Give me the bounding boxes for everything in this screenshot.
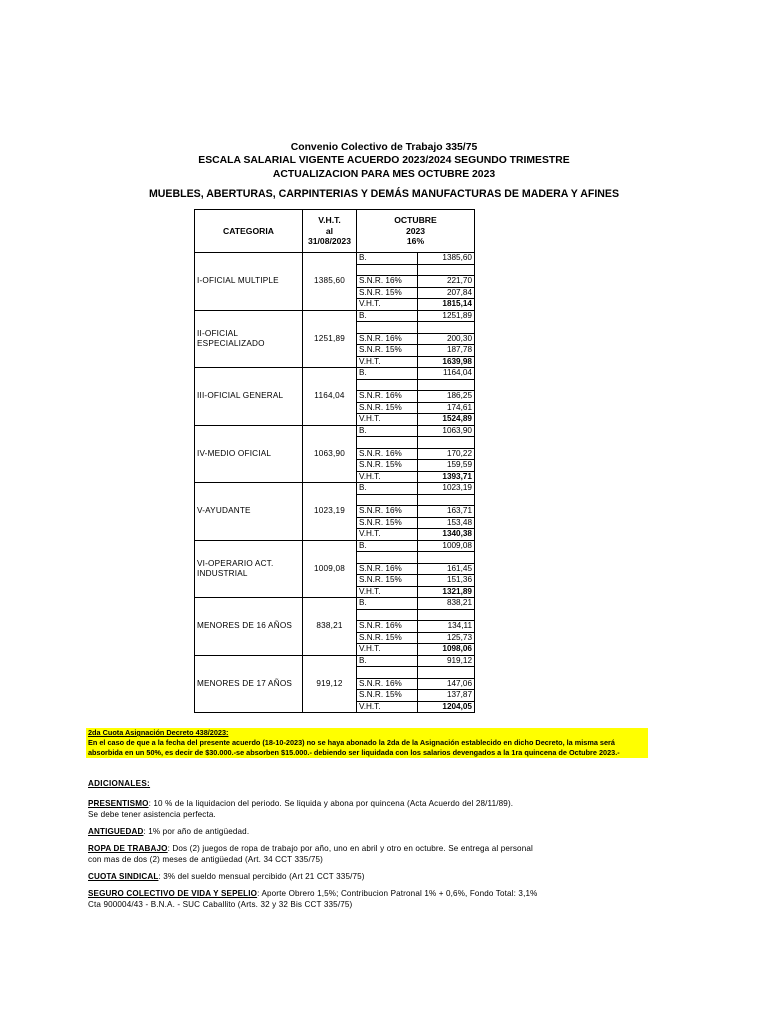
concept-label: S.N.R. 16%: [357, 678, 418, 690]
adicional-text-continued: Cta 900004/43 - B.N.A. - SUC Caballito (Arts. 32 y 32 Bis CCT 335/75): [88, 900, 353, 909]
concept-label: B.: [357, 310, 418, 322]
header-line-3: ACTUALIZACION PARA MES OCTUBRE 2023: [272, 168, 496, 180]
concept-value: 186,25: [418, 391, 475, 403]
category-cell: III-OFICIAL GENERAL: [195, 368, 303, 426]
concept-value: [418, 379, 475, 391]
col-header-categoria: CATEGORIA: [195, 210, 303, 253]
concept-label: V.H.T.: [357, 471, 418, 483]
concept-value: [418, 437, 475, 449]
concept-label: S.N.R. 15%: [357, 460, 418, 472]
concept-label: S.N.R. 15%: [357, 345, 418, 357]
adicional-heading: ROPA DE TRABAJO: [88, 844, 168, 853]
table-row: [195, 655, 475, 667]
vht-previous-cell: 919,12: [303, 655, 357, 713]
concept-label: B.: [357, 655, 418, 667]
decree-notice: [86, 728, 648, 758]
table-row: [195, 253, 475, 265]
salary-scale-table: [194, 209, 475, 713]
concept-label: S.N.R. 15%: [357, 287, 418, 299]
concept-label: B.: [357, 425, 418, 437]
concept-label: S.N.R. 16%: [357, 563, 418, 575]
concept-value: 1009,08: [418, 540, 475, 552]
adicional-text: : 10 % de la liquidacion del periodo. Se liquida y abona por quincena (Acta Acuerdo del 28/11/89).: [148, 799, 514, 808]
concept-label: [357, 494, 418, 506]
adicional-item: [88, 826, 648, 837]
concept-value: 187,78: [418, 345, 475, 357]
concept-label: S.N.R. 16%: [357, 276, 418, 288]
table-row: [195, 483, 475, 495]
adicional-heading: ANTIGUEDAD: [88, 827, 144, 836]
category-cell: VI-OPERARIO ACT. INDUSTRIAL: [195, 540, 303, 598]
adicional-text: : 1% por año de antigüedad.: [143, 827, 250, 836]
concept-value: 1639,98: [418, 356, 475, 368]
concept-label: S.N.R. 15%: [357, 575, 418, 587]
concept-value: [418, 322, 475, 334]
concept-label: [357, 667, 418, 679]
adicional-heading: SEGURO COLECTIVO DE VIDA Y SEPELIO: [88, 889, 258, 898]
concept-label: V.H.T.: [357, 414, 418, 426]
concept-label: V.H.T.: [357, 356, 418, 368]
category-cell: MENORES DE 17 AÑOS: [195, 655, 303, 713]
concept-value: 159,59: [418, 460, 475, 472]
concept-label: [357, 609, 418, 621]
concept-value: 134,11: [418, 621, 475, 633]
adicionales-section: [88, 778, 648, 916]
concept-label: [357, 379, 418, 391]
concept-label: B.: [357, 483, 418, 495]
adicional-item: [88, 798, 648, 820]
category-cell: MENORES DE 16 AÑOS: [195, 598, 303, 656]
adicionales-title: ADICIONALES:: [88, 779, 151, 788]
concept-value: 174,61: [418, 402, 475, 414]
document-subtitle: MUEBLES, ABERTURAS, CARPINTERIAS Y DEMÁS MANUFACTURAS DE MADERA Y AFINES: [148, 188, 620, 200]
concept-value: 1023,19: [418, 483, 475, 495]
concept-value: 1385,60: [418, 253, 475, 265]
concept-label: S.N.R. 16%: [357, 506, 418, 518]
concept-value: 153,48: [418, 517, 475, 529]
adicional-text-continued: Se debe tener asistencia perfecta.: [88, 810, 216, 819]
adicionales-list: [88, 798, 648, 910]
document-header: [0, 141, 768, 181]
table-header-row: [195, 210, 475, 253]
concept-label: B.: [357, 368, 418, 380]
concept-value: 137,87: [418, 690, 475, 702]
category-cell: V-AYUDANTE: [195, 483, 303, 541]
concept-value: [418, 494, 475, 506]
adicional-item: [88, 888, 648, 910]
concept-value: 838,21: [418, 598, 475, 610]
concept-value: [418, 552, 475, 564]
concept-value: 161,45: [418, 563, 475, 575]
concept-label: V.H.T.: [357, 529, 418, 541]
vht-previous-cell: 1385,60: [303, 253, 357, 311]
concept-label: S.N.R. 15%: [357, 517, 418, 529]
concept-value: [418, 609, 475, 621]
concept-value: 207,84: [418, 287, 475, 299]
adicional-text: : 3% del sueldo mensual percibido (Art 21 CCT 335/75): [158, 872, 365, 881]
concept-label: B.: [357, 540, 418, 552]
concept-value: [418, 667, 475, 679]
vht-previous-cell: 1164,04: [303, 368, 357, 426]
concept-label: V.H.T.: [357, 644, 418, 656]
concept-label: [357, 437, 418, 449]
vht-previous-cell: 1023,19: [303, 483, 357, 541]
concept-value: 221,70: [418, 276, 475, 288]
table-row: [195, 425, 475, 437]
category-cell: II-OFICIAL ESPECIALIZADO: [195, 310, 303, 368]
concept-label: [357, 552, 418, 564]
concept-label: B.: [357, 253, 418, 265]
concept-label: B.: [357, 598, 418, 610]
concept-value: 1204,05: [418, 701, 475, 713]
decree-notice-body: En el caso de que a la fecha del presente acuerdo (18-10-2023) no se haya abonado la 2da de la Asignación establecido en dicho Decreto, la misma será absorbida en un 50%, es decir de $30.000.-se absorben $15.000.- debiendo ser liquidada con los salarios devengados a la 1ra quincena de Octubre 2023.-: [88, 738, 620, 757]
vht-previous-cell: 1063,90: [303, 425, 357, 483]
concept-value: 1164,04: [418, 368, 475, 380]
concept-label: S.N.R. 15%: [357, 632, 418, 644]
decree-notice-title: 2da Cuota Asignación Decreto 438/2023:: [88, 728, 229, 737]
concept-value: 1340,38: [418, 529, 475, 541]
adicional-heading: CUOTA SINDICAL: [88, 872, 159, 881]
concept-value: 1251,89: [418, 310, 475, 322]
vht-previous-cell: 1251,89: [303, 310, 357, 368]
vht-previous-cell: 838,21: [303, 598, 357, 656]
concept-label: V.H.T.: [357, 299, 418, 311]
vht-previous-cell: 1009,08: [303, 540, 357, 598]
col-header-octubre: OCTUBRE 2023 16%: [357, 210, 475, 253]
header-line-1: Convenio Colectivo de Trabajo 335/75: [290, 142, 478, 153]
category-cell: IV-MEDIO OFICIAL: [195, 425, 303, 483]
concept-label: V.H.T.: [357, 701, 418, 713]
concept-label: S.N.R. 15%: [357, 402, 418, 414]
concept-value: 163,71: [418, 506, 475, 518]
concept-value: 125,73: [418, 632, 475, 644]
concept-value: 1098,06: [418, 644, 475, 656]
table-row: [195, 540, 475, 552]
table-row: [195, 598, 475, 610]
concept-value: 1393,71: [418, 471, 475, 483]
adicional-item: [88, 871, 648, 882]
concept-label: V.H.T.: [357, 586, 418, 598]
category-cell: I-OFICIAL MULTIPLE: [195, 253, 303, 311]
concept-value: 919,12: [418, 655, 475, 667]
adicional-heading: PRESENTISMO: [88, 799, 149, 808]
adicional-text-continued: con mas de dos (2) meses de antigüedad (Art. 34 CCT 335/75): [88, 855, 323, 864]
table-row: [195, 310, 475, 322]
concept-value: 1524,89: [418, 414, 475, 426]
table-row: [195, 368, 475, 380]
concept-value: 147,06: [418, 678, 475, 690]
concept-value: [418, 264, 475, 276]
adicional-item: [88, 843, 648, 865]
adicional-text: : Aporte Obrero 1,5%; Contribucion Patronal 1% + 0,6%, Fondo Total: 3,1%: [257, 889, 538, 898]
col-header-vht: V.H.T. al 31/08/2023: [303, 210, 357, 253]
concept-value: 151,36: [418, 575, 475, 587]
concept-value: 170,22: [418, 448, 475, 460]
header-line-2: ESCALA SALARIAL VIGENTE ACUERDO 2023/2024 SEGUNDO TRIMESTRE: [198, 155, 570, 167]
concept-value: 1063,90: [418, 425, 475, 437]
concept-label: S.N.R. 16%: [357, 333, 418, 345]
concept-value: 1321,89: [418, 586, 475, 598]
concept-label: S.N.R. 16%: [357, 391, 418, 403]
adicional-text: : Dos (2) juegos de ropa de trabajo por año, uno en abril y otro en octubre. Se entrega al personal: [167, 844, 533, 853]
table-body: [195, 253, 475, 713]
concept-label: S.N.R. 16%: [357, 448, 418, 460]
concept-label: [357, 322, 418, 334]
concept-label: S.N.R. 15%: [357, 690, 418, 702]
concept-value: 200,30: [418, 333, 475, 345]
concept-label: [357, 264, 418, 276]
concept-label: S.N.R. 16%: [357, 621, 418, 633]
concept-value: 1815,14: [418, 299, 475, 311]
